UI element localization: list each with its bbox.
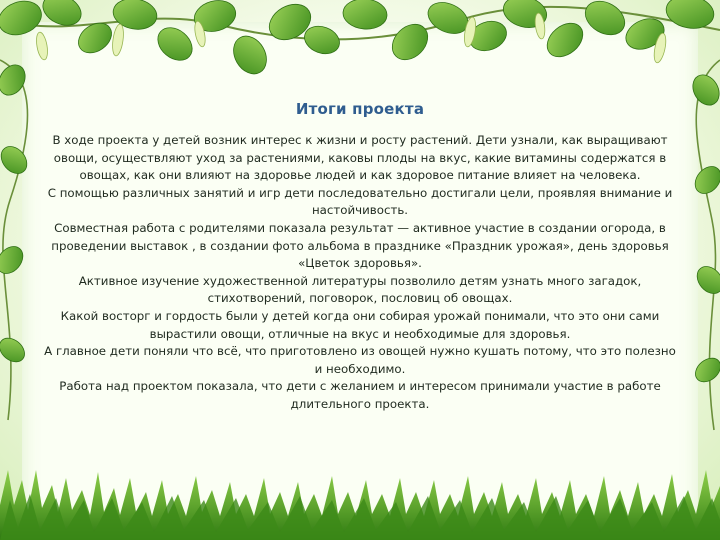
paragraph-7: Работа над проектом показала, что дети с желанием и интересом принимали участие в работе длительного проекта. — [59, 379, 661, 411]
paragraph-5: Какой восторг и гордость были у детей когда они собирая урожай понимали, что это они сами вырастили овощи, отличные на вкус и необходимые для здоровья. — [60, 308, 660, 341]
slide-title: Итоги проекта — [295, 100, 425, 118]
paragraph-1: В ходе проекта у детей возник интерес к жизни и росту растений. Дети узнали, как выращивают овощи, осуществляют уход за растениями, каковы плоды на вкус, какие витамины содержатся в овощах, как они влияют на здоровье людей и как здоровое питание влияет на человека. — [52, 133, 668, 183]
paragraph-4: Активное изучение художественной литературы позволило детям узнать много загадок, стихотворений, поговорок, пословиц об овощах. — [78, 273, 642, 306]
slide-content — [40, 100, 680, 414]
paragraph-3: Совместная работа с родителями показала результат — активное участие в создании огорода, в проведении выставок , в создании фото альбома в празднике «Праздник урожая», день здоровья «Цветок здоровья». — [51, 220, 669, 271]
paragraph-2: С помощью различных занятий и игр дети последовательно достигали цели, проявляя внимание и настойчивость. — [47, 185, 673, 218]
paragraph-6: А главное дети поняли что всё, что приготовлено из овощей нужно кушать потому, что это полезно и необходимо. — [44, 344, 676, 376]
